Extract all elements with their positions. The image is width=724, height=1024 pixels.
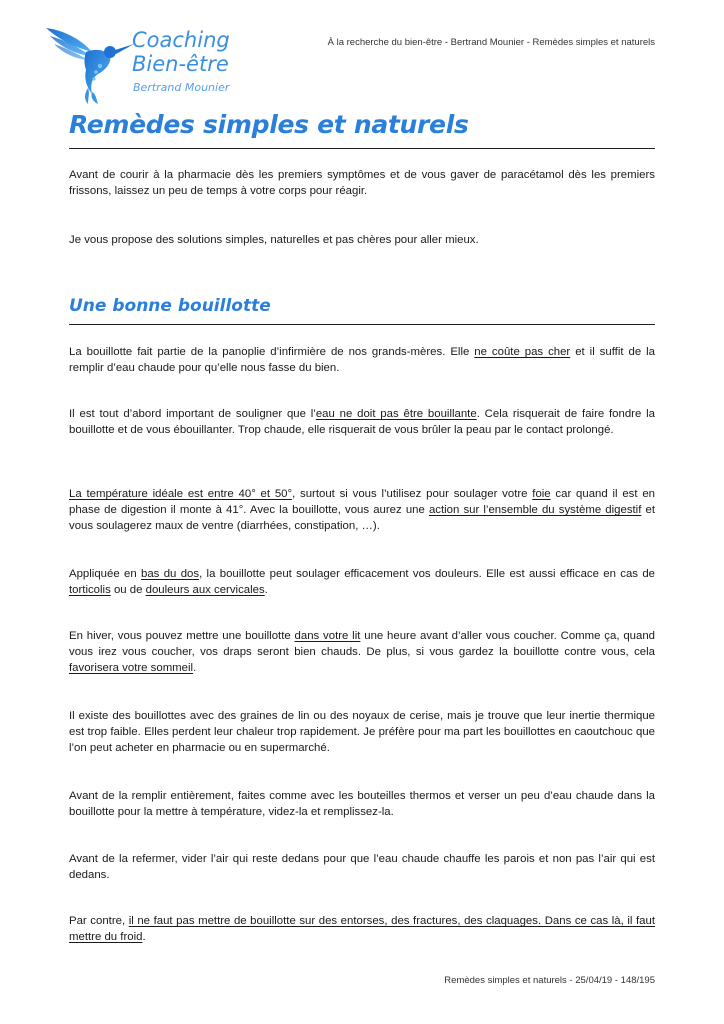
underline-warning: il ne faut pas mettre de bouillotte sur des entorses, des fractures, des claquages. Dans ce cas là, il faut mettre du froid	[69, 915, 655, 943]
section-rule	[69, 324, 655, 325]
paragraph-warning: Par contre, il ne faut pas mettre de bouillotte sur des entorses, des fractures, des claquages. Dans ce cas là, il faut mettre du froid.	[69, 915, 655, 943]
underline-sommeil: favorisera votre sommeil	[69, 662, 194, 674]
underline-cervicales: douleurs aux cervicales	[145, 584, 265, 596]
underline-temperature: La température idéale est entre 40° et 50°	[69, 488, 293, 500]
intro-paragraph-2: Je vous propose des solutions simples, naturelles et pas chères pour aller mieux.	[69, 234, 479, 246]
paragraph-fill: Avant de la remplir entièrement, faites comme avec les bouteilles thermos et verser un peu d’eau chaude dans la bouillotte pour la mettre à température, videz-la et remplissez-la.	[69, 790, 655, 818]
intro-paragraph-1: Avant de courir à la pharmacie dès les premiers symptômes et de vous gaver de paracétamol dès les premiers frissons, laissez un peu de temps à votre corps pour réagir.	[69, 169, 655, 197]
underline-dans-votre-lit: dans votre lit	[294, 630, 361, 642]
underline-bas-du-dos: bas du dos	[141, 568, 200, 580]
logo	[40, 22, 250, 104]
logo-text-bien-etre: Bien-être	[132, 52, 229, 76]
underline-systeme-digestif: action sur l’ensemble du système digestif	[428, 504, 642, 516]
title-rule	[69, 148, 655, 149]
paragraph-temperature: La température idéale est entre 40° et 50°, surtout si vous l’utilisez pour soulager votre foie car quand il est en phase de digestion il monte à 41°. Avec la bouillotte, vous aurez une action sur l’ensemble du système digestif et vous soulagerez maux de ventre (diarrhées, constipation, …).	[69, 488, 656, 532]
running-header: À la recherche du bien-être - Bertrand Mounier - Remèdes simples et naturels	[327, 37, 655, 48]
paragraph-back: Appliquée en bas du dos, la bouillotte peut soulager efficacement vos douleurs. Elle est aussi efficace en cas de torticolis ou de douleurs aux cervicales.	[69, 568, 655, 596]
underline-foie: foie	[532, 488, 551, 500]
section-title: Une bonne bouillotte	[69, 296, 271, 316]
page-title: Remèdes simples et naturels	[69, 110, 469, 139]
paragraph-winter: En hiver, vous pouvez mettre une bouillotte dans votre lit une heure avant d’aller vous coucher. Comme ça, quand vous irez vous coucher, vos draps seront bien chauds. De plus, si vous gardez la bouillotte contre vous, cela favorisera votre sommeil.	[69, 630, 655, 674]
logo-author: Bertrand Mounier	[133, 81, 230, 94]
paragraph-close: Avant de la refermer, vider l’air qui reste dedans pour que l’eau chaude chauffe les parois et non pas l’air qui est dedans.	[69, 853, 655, 881]
page-footer: Remèdes simples et naturels - 25/04/19 - 148/195	[444, 975, 655, 986]
hummingbird-icon	[40, 22, 136, 104]
underline-eau-pas-bouillante: eau ne doit pas être bouillante	[315, 408, 477, 420]
logo-text-coaching: Coaching	[132, 28, 230, 52]
paragraph-types: Il existe des bouillottes avec des graines de lin ou des noyaux de cerise, mais je trouve que leur inertie thermique est trop faible. Elles perdent leur chaleur trop rapidement. Je préfère pour ma part les bouillottes en caoutchouc que l’on peut acheter en pharmacie ou en supermarché.	[69, 710, 655, 754]
paragraph-cost: La bouillotte fait partie de la panoplie d’infirmière de nos grands-mères. Elle ne coûte pas cher et il suffit de la remplir d’eau chaude pour qu’elle nous fasse du bien.	[69, 346, 655, 374]
paragraph-not-boiling: Il est tout d’abord important de souligner que l’eau ne doit pas être bouillante. Cela risquerait de faire fondre la bouillotte et de vous ébouillanter. Trop chaude, elle risquerait de vous brûler la peau par le contact prolongé.	[69, 408, 655, 436]
underline-torticolis: torticolis	[69, 584, 111, 596]
underline-ne-coute-pas-cher: ne coûte pas cher	[474, 346, 571, 358]
